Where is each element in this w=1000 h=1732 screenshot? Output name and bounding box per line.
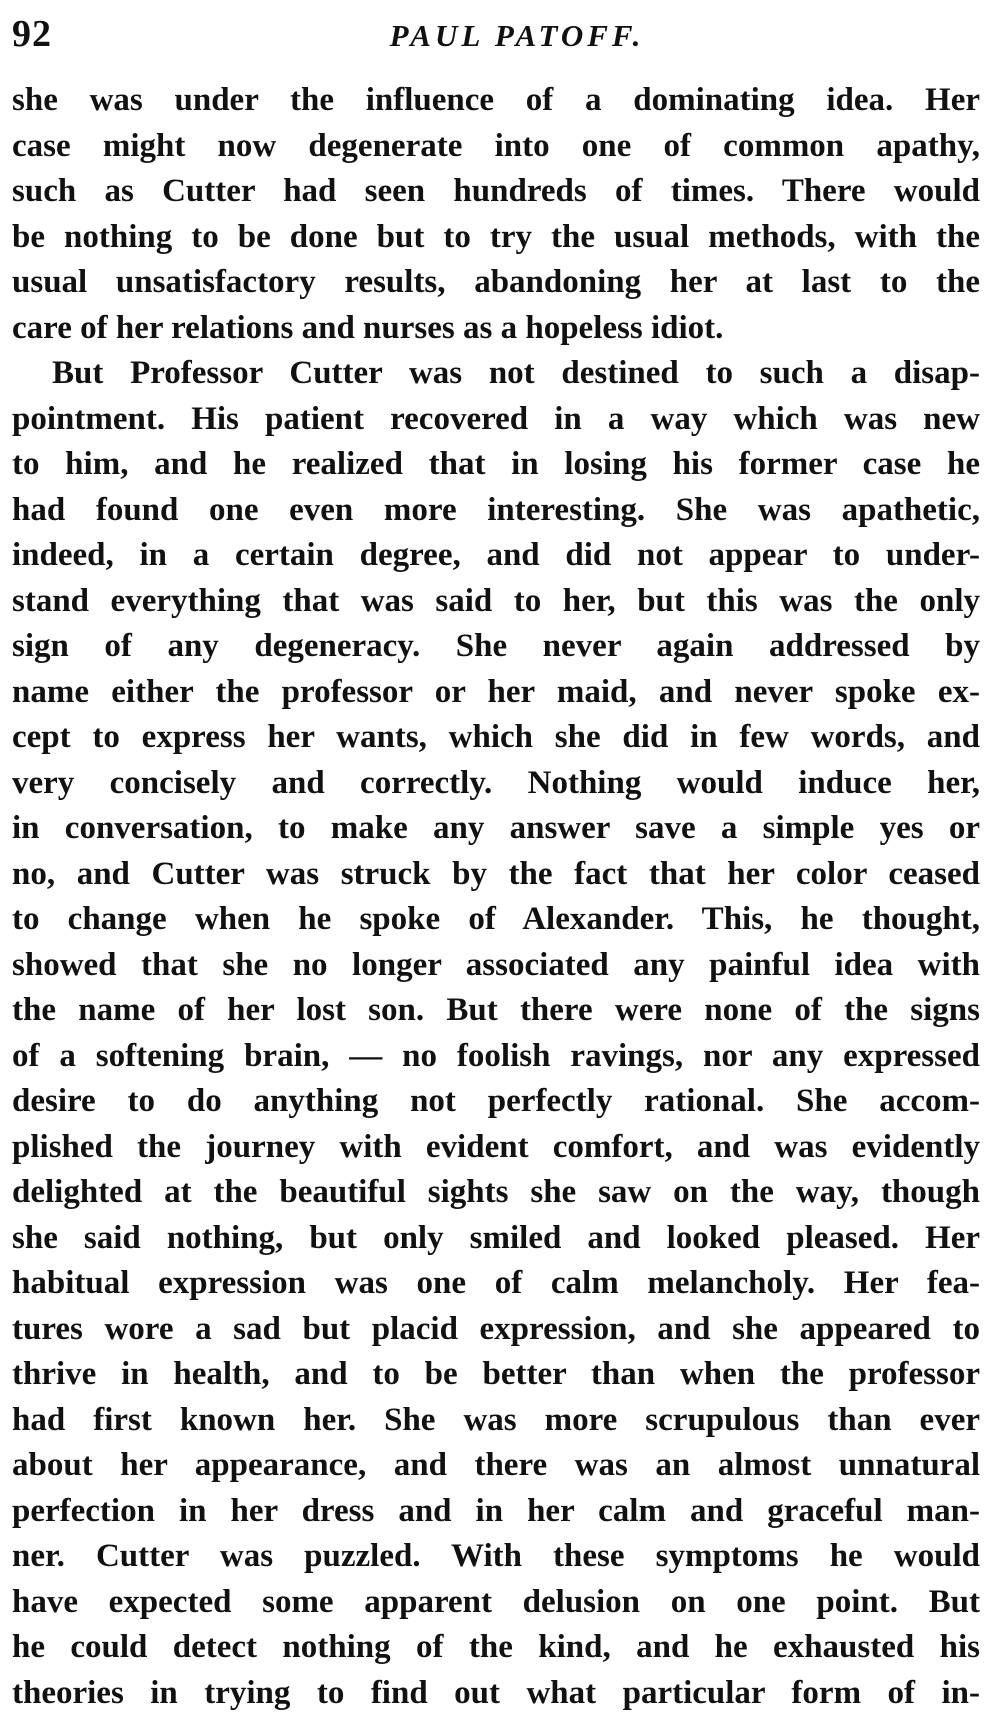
text-line: showed that she no longer associated any painful idea with [12,946,980,983]
text-line: had found one even more interesting. She was apathetic, [12,491,980,528]
running-title: PAUL PATOFF. [389,18,645,53]
text-line: to him, and he realized that in losing his former case he [12,446,980,482]
text-line: about her appearance, and there was an almost unnatural [12,1447,980,1483]
text-line: ner. Cutter was puzzled. With these symptoms he would [12,1538,980,1574]
text-line: had first known her. She was more scrupulous than ever [12,1401,980,1438]
text-line: cept to express her wants, which she did in few words, and [12,719,980,755]
text-line: to change when he spoke of Alexander. This, he thought, [12,901,980,937]
text-line: he could detect nothing of the kind, and he exhausted his [12,1629,980,1665]
text-line: delighted at the beautiful sights she saw on the way, though [12,1174,980,1210]
text-line: have expected some apparent delusion on one point. But [12,1583,980,1620]
page-header [12,10,982,62]
paragraph-1 [12,78,980,351]
text-line: thrive in health, and to be better than when the professor [12,1356,980,1392]
text-line: desire to do anything not perfectly rational. She accom- [12,1083,980,1119]
text-line: pointment. His patient recovered in a way which was new [12,400,980,437]
text-line: no, and Cutter was struck by the fact that her color ceased [12,855,980,892]
text-line: indeed, in a certain degree, and did not appear to under- [12,537,980,573]
text-line: sign of any degeneracy. She never again addressed by [12,628,980,664]
text-line: such as Cutter had seen hundreds of times. There would [12,173,980,209]
text-line: be nothing to be done but to try the usual methods, with the [12,218,980,255]
paragraph-2 [12,351,980,1716]
text-line: in conversation, to make any answer save a simple yes or [12,810,980,846]
text-line: tures wore a sad but placid expression, and she appeared to [12,1310,980,1347]
text-line: care of her relations and nurses as a hopeless idiot. [12,309,724,346]
text-line: of a softening brain, — no foolish ravings, nor any expressed [12,1037,980,1074]
text-line: plished the journey with evident comfort, and was evidently [12,1128,980,1165]
text-line: the name of her lost son. But there were none of the signs [12,992,980,1028]
page-number: 92 [12,13,52,55]
text-line: name either the professor or her maid, and never spoke ex- [12,673,980,710]
text-line: case might now degenerate into one of common apathy, [12,127,980,164]
text-line: she said nothing, but only smiled and looked pleased. Her [12,1219,980,1256]
text-line: she was under the influence of a dominating idea. Her [12,82,980,118]
text-line: very concisely and correctly. Nothing would induce her, [12,764,980,801]
text-line: usual unsatisfactory results, abandoning her at last to the [12,264,980,300]
text-line: theories in trying to find out what particular form of in- [12,1674,980,1711]
text-line: perfection in her dress and in her calm and graceful man- [12,1492,980,1529]
text-line: stand everything that was said to her, but this was the only [12,582,980,619]
text-line: habitual expression was one of calm melancholy. Her fea- [12,1265,980,1301]
text-line: But Professor Cutter was not destined to such a disap- [52,355,980,391]
body-text [12,78,980,1716]
